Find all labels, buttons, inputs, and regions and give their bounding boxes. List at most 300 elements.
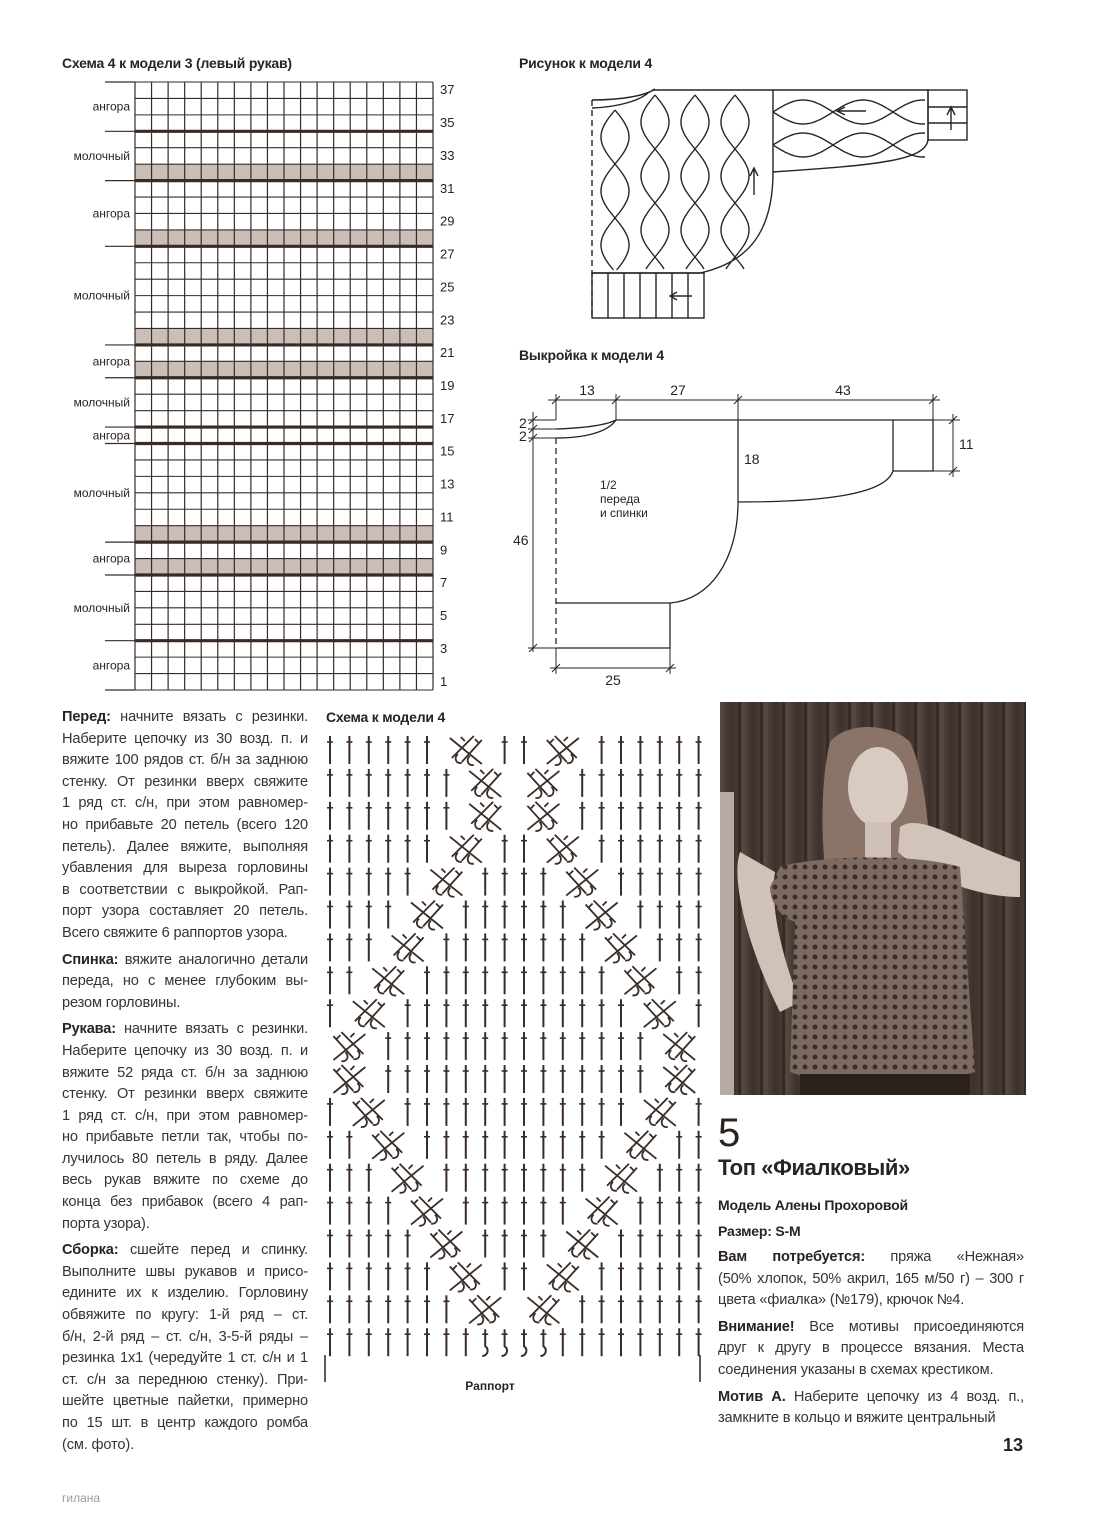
- crossed-stitch-symbol: [411, 1197, 443, 1226]
- double-crochet-symbol: [366, 1262, 372, 1290]
- double-crochet-symbol: [463, 1164, 469, 1192]
- double-crochet-symbol: [657, 736, 663, 764]
- yarn-label: ангора: [92, 354, 130, 369]
- text-line: друг к другу в процессе вязания. Места: [718, 1340, 1024, 1357]
- double-crochet-symbol: [405, 1230, 411, 1258]
- double-crochet-symbol: [366, 1328, 372, 1356]
- double-crochet-symbol: [463, 1328, 469, 1356]
- double-crochet-symbol: [599, 835, 605, 863]
- double-crochet-symbol: [637, 1230, 643, 1258]
- lace-top: [770, 858, 975, 1084]
- text-line: (см. фото).: [62, 1436, 135, 1453]
- text-line: но прибавьте 20 петель (всего 120: [62, 816, 308, 833]
- double-crochet-symbol: [424, 1328, 430, 1356]
- double-crochet-symbol: [502, 1262, 508, 1290]
- double-crochet-symbol: [443, 1065, 449, 1093]
- arrow-up-icon: [750, 168, 758, 195]
- paragraph: [718, 1387, 1024, 1430]
- wave-line: [641, 95, 669, 269]
- double-crochet-symbol: [502, 835, 508, 863]
- double-crochet-symbol: [599, 999, 605, 1027]
- pillar: [720, 792, 734, 1095]
- text-line: Выполните швы рукавов и присо-: [62, 1263, 308, 1280]
- double-crochet-symbol: [327, 769, 333, 797]
- double-crochet-symbol: [482, 1065, 488, 1093]
- row-number: 35: [440, 115, 455, 131]
- double-crochet-symbol: [424, 1032, 430, 1060]
- double-crochet-symbol: [502, 868, 508, 896]
- crossed-stitch-symbol: [566, 868, 598, 897]
- text-line: но прибавьте петли так, чтобы по-: [62, 1129, 308, 1146]
- text-line: порт узора составляет 20 петель.: [62, 903, 308, 920]
- double-crochet-symbol: [346, 1295, 352, 1323]
- double-crochet-symbol: [327, 901, 333, 929]
- double-crochet-symbol: [618, 1032, 624, 1060]
- double-crochet-symbol: [366, 1230, 372, 1258]
- double-crochet-symbol: [346, 966, 352, 994]
- shaded-row: [135, 230, 433, 246]
- crossed-stitch-symbol: [586, 1197, 618, 1226]
- double-crochet-symbol: [521, 1131, 527, 1159]
- dim-length: 46: [513, 532, 529, 548]
- crossed-stitch-symbol: [527, 802, 559, 831]
- publisher-mark: гилана: [62, 1491, 101, 1505]
- crossed-stitch-symbol: [644, 999, 676, 1028]
- double-crochet-symbol: [385, 1197, 391, 1225]
- row-number: 9: [440, 542, 448, 558]
- double-crochet-symbol: [676, 1295, 682, 1323]
- double-crochet-symbol: [443, 1032, 449, 1060]
- double-crochet-symbol: [502, 1197, 508, 1225]
- text-line: [62, 707, 308, 729]
- double-crochet-symbol: [696, 1131, 702, 1159]
- double-crochet-symbol: [346, 1262, 352, 1290]
- double-crochet-symbol: [676, 1230, 682, 1258]
- double-crochet-symbol: [385, 1295, 391, 1323]
- double-crochet-symbol: [696, 1328, 702, 1356]
- double-crochet-symbol: [385, 1230, 391, 1258]
- double-crochet-symbol: [618, 1098, 624, 1126]
- double-crochet-symbol: [560, 1328, 566, 1356]
- double-crochet-symbol: [463, 1197, 469, 1225]
- double-crochet-symbol: [599, 802, 605, 830]
- repeat-label: Раппорт: [465, 1379, 515, 1393]
- double-crochet-symbol: [405, 999, 411, 1027]
- repeat-bracket: [325, 1355, 700, 1382]
- double-crochet-symbol: [482, 1098, 488, 1126]
- double-crochet-symbol: [540, 1164, 546, 1192]
- double-crochet-symbol: [443, 769, 449, 797]
- double-crochet-symbol: [696, 868, 702, 896]
- yarn-label: ангора: [92, 428, 130, 443]
- double-crochet-symbol: [346, 901, 352, 929]
- double-crochet-symbol: [696, 769, 702, 797]
- piece-label-back: и спинки: [600, 506, 648, 520]
- double-crochet-symbol: [385, 835, 391, 863]
- double-crochet-symbol: [618, 999, 624, 1027]
- double-crochet-symbol: [482, 901, 488, 929]
- row-number: 19: [440, 378, 455, 393]
- double-crochet-symbol: [385, 1262, 391, 1290]
- double-crochet-symbol: [502, 1065, 508, 1093]
- double-crochet-symbol: [676, 1262, 682, 1290]
- row-number: 23: [440, 312, 455, 328]
- double-crochet-symbol: [521, 1065, 527, 1093]
- crossed-stitch-symbol: [333, 1065, 365, 1094]
- double-crochet-symbol: [618, 736, 624, 764]
- double-crochet-symbol: [346, 1164, 352, 1192]
- double-crochet-symbol: [443, 1131, 449, 1159]
- double-crochet-symbol: [637, 1262, 643, 1290]
- crossed-stitch-symbol: [586, 901, 618, 930]
- double-crochet-symbol: [502, 736, 508, 764]
- double-crochet-symbol: [521, 868, 527, 896]
- double-crochet-symbol: [599, 966, 605, 994]
- double-crochet-symbol: [346, 1230, 352, 1258]
- crossed-stitch-symbol: [527, 1295, 559, 1324]
- double-crochet-symbol: [579, 1098, 585, 1126]
- crossed-stitch-symbol: [430, 1230, 462, 1259]
- double-crochet-symbol: [366, 933, 372, 961]
- shaded-row: [135, 361, 433, 377]
- text-line: б/н, 2-й ряд – ст. с/н, 3-5-й ряды –: [62, 1328, 308, 1345]
- wave-line: [681, 95, 709, 269]
- double-crochet-symbol: [618, 868, 624, 896]
- text-line: [718, 1317, 1024, 1339]
- hook-stitch-symbol: [540, 1329, 546, 1356]
- wave-line: [773, 133, 925, 157]
- double-crochet-symbol: [385, 868, 391, 896]
- double-crochet-symbol: [482, 1164, 488, 1192]
- page-number: 13: [1003, 1435, 1024, 1455]
- pattern-dimension-labels: [513, 382, 974, 688]
- paragraph-text: начните вязать с резинки.: [120, 709, 308, 725]
- double-crochet-symbol: [696, 901, 702, 929]
- double-crochet-symbol: [346, 1328, 352, 1356]
- double-crochet-symbol: [482, 1131, 488, 1159]
- double-crochet-symbol: [599, 1328, 605, 1356]
- drawing-title: Рисунок к модели 4: [519, 55, 653, 71]
- double-crochet-symbol: [463, 1032, 469, 1060]
- text-line: порта узора).: [62, 1215, 150, 1232]
- double-crochet-symbol: [482, 868, 488, 896]
- piece-label-front: переда: [600, 492, 640, 506]
- text-line: конца без прибавок (всего 4 рап-: [62, 1194, 308, 1211]
- double-crochet-symbol: [405, 736, 411, 764]
- double-crochet-symbol: [424, 999, 430, 1027]
- crochet-scheme-title: Схема к модели 4: [326, 709, 446, 725]
- sleeve-outline: [773, 90, 928, 172]
- text-line: весь рукав вяжите по схеме до: [62, 1172, 308, 1189]
- double-crochet-symbol: [579, 1295, 585, 1323]
- yarn-label: ангора: [92, 206, 130, 221]
- text-line: резинка 1х1 (чередуйте 1 ст. с/н и 1: [62, 1350, 308, 1367]
- hem-rib-lines: [608, 273, 688, 318]
- paragraph: [718, 1317, 1024, 1382]
- double-crochet-symbol: [637, 901, 643, 929]
- double-crochet-symbol: [521, 1197, 527, 1225]
- crossed-stitch-symbol: [605, 933, 637, 962]
- wave-line: [773, 100, 925, 124]
- double-crochet-symbol: [346, 933, 352, 961]
- double-crochet-symbol: [637, 1032, 643, 1060]
- text-line: 1 ряд ст. с/н, при этом равномер-: [62, 1107, 308, 1124]
- double-crochet-symbol: [366, 1197, 372, 1225]
- yarn-label: молочный: [73, 148, 130, 163]
- double-crochet-symbol: [482, 1197, 488, 1225]
- double-crochet-symbol: [637, 868, 643, 896]
- paragraph-lead: Сборка:: [62, 1242, 119, 1259]
- double-crochet-symbol: [657, 1197, 663, 1225]
- wave-line: [721, 95, 749, 269]
- double-crochet-symbol: [502, 933, 508, 961]
- text-line: замкните в кольцо и вяжите центральный: [718, 1410, 996, 1427]
- text-line: цвета «фиалка» (№179), крючок №4.: [718, 1292, 965, 1309]
- double-crochet-symbol: [560, 1065, 566, 1093]
- arrow-up-icon: [947, 107, 955, 130]
- crossed-stitch-symbol: [450, 1262, 482, 1291]
- double-crochet-symbol: [346, 868, 352, 896]
- double-crochet-symbol: [502, 966, 508, 994]
- crossed-stitch-symbol: [430, 868, 462, 897]
- text-line: лучилось 80 петель в ряду. Далее: [62, 1150, 308, 1167]
- double-crochet-symbol: [579, 1032, 585, 1060]
- dim-neck-width: 13: [579, 382, 595, 398]
- double-crochet-symbol: [346, 1131, 352, 1159]
- double-crochet-symbol: [657, 1295, 663, 1323]
- instructions-column: [62, 707, 308, 1461]
- double-crochet-symbol: [540, 1098, 546, 1126]
- dim-armhole: 18: [744, 451, 760, 467]
- double-crochet-symbol: [443, 802, 449, 830]
- double-crochet-symbol: [560, 1032, 566, 1060]
- text-line: шейте цветные пайетки, примерно: [62, 1393, 308, 1410]
- double-crochet-symbol: [540, 1131, 546, 1159]
- double-crochet-symbol: [482, 1230, 488, 1258]
- double-crochet-symbol: [696, 1098, 702, 1126]
- wave-line: [601, 110, 629, 270]
- sleeve-wave-pattern: [773, 100, 925, 157]
- arrow-left-icon: [837, 107, 866, 115]
- text-line: переда, но с менее глубоким вы-: [62, 973, 308, 990]
- wave-line: [773, 100, 925, 124]
- double-crochet-symbol: [463, 999, 469, 1027]
- double-crochet-symbol: [463, 1065, 469, 1093]
- crossed-stitch-symbol: [605, 1164, 637, 1193]
- double-crochet-symbol: [599, 1032, 605, 1060]
- double-crochet-symbol: [637, 769, 643, 797]
- crossed-stitch-symbol: [547, 1262, 579, 1291]
- garment-drawing: [592, 89, 967, 318]
- crossed-stitch-symbol: [353, 1098, 385, 1127]
- paragraph-lead: Спинка:: [62, 951, 119, 968]
- cuff-rib: [928, 90, 967, 140]
- paragraph-lead: Внимание!: [718, 1318, 795, 1335]
- double-crochet-symbol: [424, 1295, 430, 1323]
- double-crochet-symbol: [637, 1065, 643, 1093]
- double-crochet-symbol: [327, 868, 333, 896]
- double-crochet-symbol: [327, 966, 333, 994]
- double-crochet-symbol: [579, 999, 585, 1027]
- double-crochet-symbol: [405, 802, 411, 830]
- text-line: Всего свяжите 6 раппортов узора.: [62, 924, 288, 941]
- double-crochet-symbol: [385, 802, 391, 830]
- double-crochet-symbol: [657, 868, 663, 896]
- hem-rib: [592, 273, 704, 318]
- crossed-stitch-symbol: [663, 1065, 695, 1094]
- neckline: [592, 89, 655, 108]
- text-line: Наберите цепочку из 30 возд. п. и: [62, 1042, 308, 1059]
- paragraph-lead: Вам потребуется:: [718, 1249, 866, 1265]
- double-crochet-symbol: [424, 769, 430, 797]
- double-crochet-symbol: [560, 901, 566, 929]
- text-line: вяжите 100 рядов ст. б/н за заднюю: [62, 752, 308, 769]
- double-crochet-symbol: [540, 966, 546, 994]
- double-crochet-symbol: [405, 1295, 411, 1323]
- double-crochet-symbol: [676, 1197, 682, 1225]
- double-crochet-symbol: [502, 1098, 508, 1126]
- double-crochet-symbol: [443, 1098, 449, 1126]
- pattern-neckline: [556, 420, 616, 438]
- dimension-lines: [528, 394, 960, 674]
- paragraph: [62, 1240, 308, 1456]
- article-title: Топ «Фиалковый»: [718, 1155, 910, 1180]
- double-crochet-symbol: [424, 1262, 430, 1290]
- double-crochet-symbol: [579, 769, 585, 797]
- double-crochet-symbol: [385, 901, 391, 929]
- double-crochet-symbol: [327, 835, 333, 863]
- double-crochet-symbol: [676, 901, 682, 929]
- double-crochet-symbol: [502, 1131, 508, 1159]
- crossed-stitch-symbol: [547, 736, 579, 765]
- double-crochet-symbol: [482, 999, 488, 1027]
- double-crochet-symbol: [560, 933, 566, 961]
- double-crochet-symbol: [346, 1197, 352, 1225]
- wave-line: [641, 95, 669, 269]
- double-crochet-symbol: [696, 999, 702, 1027]
- double-crochet-symbol: [327, 802, 333, 830]
- paragraph: [62, 950, 308, 1015]
- article-size: Размер: S-M: [718, 1223, 801, 1239]
- double-crochet-symbol: [657, 1262, 663, 1290]
- double-crochet-symbol: [463, 901, 469, 929]
- text-line: по 15 шт. в центр каждого ромба: [62, 1415, 308, 1431]
- text-line: стенку. От резинки вверх свяжите: [62, 773, 308, 790]
- double-crochet-symbol: [463, 933, 469, 961]
- text-line: в соответствии с выкройкой. Рап-: [62, 881, 308, 898]
- pattern-title: Выкройка к модели 4: [519, 347, 664, 363]
- double-crochet-symbol: [405, 1098, 411, 1126]
- hook-stitch-symbol: [502, 1329, 508, 1356]
- double-crochet-symbol: [502, 1032, 508, 1060]
- text-line: петель). Далее вяжите, выполняя: [62, 838, 308, 855]
- double-crochet-symbol: [657, 802, 663, 830]
- double-crochet-symbol: [676, 1164, 682, 1192]
- row-number: 1: [440, 673, 448, 689]
- double-crochet-symbol: [443, 1295, 449, 1323]
- double-crochet-symbol: [657, 769, 663, 797]
- body-wave-pattern: [601, 95, 749, 270]
- double-crochet-symbol: [405, 1065, 411, 1093]
- double-crochet-symbol: [696, 736, 702, 764]
- double-crochet-symbol: [618, 802, 624, 830]
- wave-line: [721, 95, 749, 269]
- double-crochet-symbol: [521, 999, 527, 1027]
- double-crochet-symbol: [657, 1328, 663, 1356]
- yarn-label: ангора: [92, 99, 130, 114]
- article-text: [718, 1247, 1024, 1435]
- crossed-stitch-symbol: [450, 736, 482, 765]
- paragraph-text: начните вязать с резинки.: [124, 1021, 308, 1038]
- double-crochet-symbol: [618, 1065, 624, 1093]
- double-crochet-symbol: [696, 1262, 702, 1290]
- double-crochet-symbol: [540, 933, 546, 961]
- double-crochet-symbol: [560, 1131, 566, 1159]
- yarn-label: молочный: [73, 600, 130, 615]
- yarn-label: ангора: [92, 658, 130, 673]
- double-crochet-symbol: [502, 901, 508, 929]
- crossed-stitch-symbol: [547, 835, 579, 864]
- text-line: стенку. От резинки вверх свяжите: [62, 1086, 308, 1103]
- double-crochet-symbol: [599, 1098, 605, 1126]
- double-crochet-symbol: [521, 1262, 527, 1290]
- double-crochet-symbol: [482, 933, 488, 961]
- double-crochet-symbol: [618, 769, 624, 797]
- shaded-row: [135, 559, 433, 575]
- double-crochet-symbol: [405, 1328, 411, 1356]
- paragraph: [62, 1019, 308, 1235]
- text-line: Наберите цепочку из 30 возд. п. и: [62, 730, 308, 747]
- row-number: 3: [440, 640, 448, 656]
- crossed-stitch-symbol: [624, 966, 656, 995]
- yarn-label: молочный: [73, 395, 130, 410]
- double-crochet-symbol: [599, 769, 605, 797]
- double-crochet-symbol: [327, 1295, 333, 1323]
- double-crochet-symbol: [385, 1065, 391, 1093]
- double-crochet-symbol: [521, 1098, 527, 1126]
- double-crochet-symbol: [327, 1098, 333, 1126]
- double-crochet-symbol: [657, 835, 663, 863]
- double-crochet-symbol: [599, 1262, 605, 1290]
- double-crochet-symbol: [618, 835, 624, 863]
- crossed-stitch-symbol: [644, 1098, 676, 1127]
- row-number: 25: [440, 279, 455, 295]
- double-crochet-symbol: [482, 966, 488, 994]
- text-line: [62, 950, 308, 972]
- row-number: 7: [440, 575, 448, 591]
- double-crochet-symbol: [346, 802, 352, 830]
- paragraph-lead: Перед:: [62, 709, 111, 725]
- double-crochet-symbol: [502, 1230, 508, 1258]
- crossed-stitch-symbol: [392, 933, 424, 962]
- dim-neck-drop-2: 2: [519, 428, 527, 444]
- double-crochet-symbol: [657, 1164, 663, 1192]
- double-crochet-symbol: [618, 1328, 624, 1356]
- double-crochet-symbol: [327, 1328, 333, 1356]
- dim-shoulder: 27: [670, 382, 686, 398]
- row-number: 21: [440, 345, 455, 361]
- double-crochet-symbol: [405, 835, 411, 863]
- sewing-pattern: [528, 394, 960, 674]
- text-line: [718, 1247, 1024, 1269]
- pattern-outline: [556, 420, 933, 648]
- crossed-stitch-symbol: [411, 901, 443, 930]
- text-line: 1 ряд ст. с/н, при этом равномер-: [62, 795, 308, 812]
- double-crochet-symbol: [579, 966, 585, 994]
- double-crochet-symbol: [405, 1262, 411, 1290]
- double-crochet-symbol: [637, 1328, 643, 1356]
- sleeve-scheme-title: Схема 4 к модели 3 (левый рукав): [62, 55, 292, 71]
